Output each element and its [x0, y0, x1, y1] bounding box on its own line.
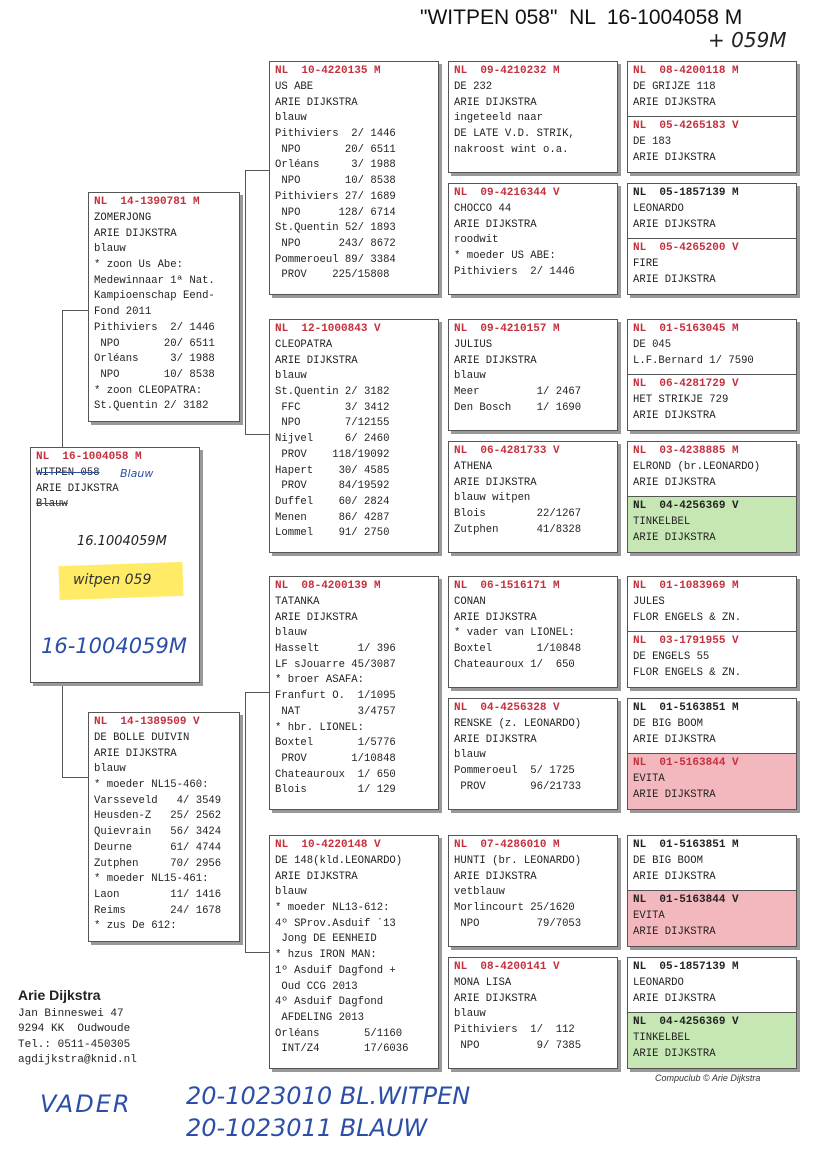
- pedigree-line: ARIE DIJKSTRA: [633, 409, 716, 422]
- entry-lines: [449, 201, 617, 280]
- entry-lines: [628, 716, 796, 748]
- grandsire-ff-card: [269, 61, 439, 295]
- ring-number: NL 05-4265183 V: [633, 120, 739, 132]
- fmm-ring: NL 06-4281733 V: [454, 445, 560, 457]
- granddam-mm-card: [269, 835, 439, 1069]
- subject-breeder: ARIE DIJKSTRA: [36, 482, 119, 495]
- pedigree-line: ARIE DIJKSTRA: [94, 227, 177, 240]
- pedigree-entry: [628, 374, 796, 431]
- ggp-fmm-card: [448, 441, 618, 553]
- father-lines: [89, 210, 239, 415]
- pedigree-line: roodwit: [454, 234, 499, 247]
- mfm-ring: NL 04-4256328 V: [454, 702, 560, 714]
- mf-lines: [270, 594, 438, 799]
- father-card: [88, 192, 240, 422]
- pedigree-line: Reims 24/ 1678: [94, 904, 222, 917]
- pedigree-line: Pithiviers 2/ 1446: [94, 321, 215, 334]
- pedigree-line: NPO 10/ 8538: [275, 175, 396, 188]
- entry-lines: [449, 853, 617, 932]
- gen4-pair-6: [627, 698, 797, 810]
- pedigree-line: AFDELING 2013: [275, 1011, 365, 1024]
- pedigree-line: ARIE DIJKSTRA: [633, 788, 716, 801]
- pedigree-line: DE 232: [454, 81, 493, 93]
- entry-lines: [628, 337, 796, 369]
- mother-card: [88, 712, 240, 942]
- pedigree-line: vetblauw: [454, 886, 505, 899]
- pedigree-line: ingeteeld naar: [454, 112, 544, 125]
- pedigree-line: 1º Asduif Dagfond +: [275, 964, 396, 977]
- pedigree-line: CONAN: [454, 596, 486, 608]
- mff-ring: NL 06-1516171 M: [454, 580, 560, 592]
- pedigree-line: Chateauroux 1/ 650: [454, 658, 575, 671]
- ring-number: NL 01-1083969 M: [633, 580, 739, 592]
- pedigree-line: NPO 20/ 6511: [275, 143, 396, 156]
- pedigree-line: NPO 128/ 6714: [275, 206, 396, 219]
- entry-lines: [628, 853, 796, 885]
- connector-line: [62, 777, 88, 778]
- pedigree-entry: [628, 699, 796, 753]
- pedigree-line: * zoon Us Abe:: [94, 259, 184, 272]
- handwritten-header-note: + 059M: [708, 28, 787, 52]
- entry-lines: [449, 594, 617, 673]
- pedigree-line: FFC 3/ 3412: [275, 401, 390, 414]
- pedigree-line: ARIE DIJKSTRA: [633, 96, 716, 109]
- pedigree-line: * zoon CLEOPATRA:: [94, 384, 203, 397]
- pedigree-line: ARIE DIJKSTRA: [94, 747, 177, 760]
- pedigree-line: ATHENA: [454, 461, 493, 473]
- pedigree-line: blauw: [94, 243, 126, 256]
- pedigree-line: St.Quentin 2/ 3182: [275, 386, 390, 399]
- pedigree-line: ARIE DIJKSTRA: [633, 151, 716, 164]
- pedigree-line: ARIE DIJKSTRA: [633, 870, 716, 883]
- pedigree-line: blauw: [94, 763, 126, 776]
- pedigree-line: US ABE: [275, 81, 314, 93]
- subject-name: WITPEN 058: [36, 467, 100, 479]
- ff-lines: [270, 79, 438, 284]
- pedigree-line: Boxtel 1/5776: [275, 737, 396, 750]
- ggp-fmf-card: [448, 319, 618, 431]
- pedigree-line: NAT 3/4757: [275, 705, 396, 718]
- pedigree-line: blauw: [275, 112, 307, 125]
- pedigree-line: ARIE DIJKSTRA: [633, 992, 716, 1005]
- subject-color: Blauw: [36, 498, 68, 511]
- pedigree-line: DE GRIJZE 118: [633, 81, 716, 93]
- pedigree-line: ARIE DIJKSTRA: [633, 733, 716, 746]
- pedigree-line: * moeder NL15-460:: [94, 779, 209, 792]
- pedigree-line: ARIE DIJKSTRA: [454, 218, 537, 231]
- pedigree-line: ARIE DIJKSTRA: [454, 992, 537, 1005]
- ring-number: NL 01-5163045 M: [633, 323, 739, 335]
- pedigree-line: Menen 86/ 4287: [275, 511, 390, 524]
- pedigree-line: Heusden-Z 25/ 2562: [94, 810, 222, 823]
- subject-card: [30, 447, 200, 683]
- pedigree-entry: [628, 442, 796, 496]
- pedigree-line: ARIE DIJKSTRA: [633, 1047, 716, 1060]
- connector-line: [245, 692, 269, 693]
- entry-lines: [628, 771, 796, 803]
- entry-lines: [628, 392, 796, 424]
- pedigree-line: INT/Z4 17/6036: [275, 1043, 409, 1056]
- owner-address: Jan Binneswei 47: [18, 1007, 124, 1020]
- ring-number: NL 05-1857139 M: [633, 961, 739, 973]
- pedigree-line: PROV 1/10848: [275, 752, 396, 765]
- entry-lines: [628, 256, 796, 288]
- pedigree-entry: [628, 631, 796, 688]
- handwritten-footer-line-2: 20-1023011 BLAUW: [186, 1114, 428, 1142]
- pedigree-line: Chateauroux 1/ 650: [275, 768, 396, 781]
- pedigree-line: Medewinnaar 1ª Nat.: [94, 274, 215, 287]
- pedigree-line: blauw: [454, 749, 486, 762]
- connector-line: [62, 310, 88, 311]
- mm-lines: [270, 853, 438, 1058]
- pedigree-line: nakroost wint o.a.: [454, 143, 569, 156]
- entry-lines: [628, 1030, 796, 1062]
- pedigree-line: ARIE DIJKSTRA: [633, 925, 716, 938]
- pedigree-line: FIRE: [633, 258, 659, 270]
- fm-lines: [270, 337, 438, 542]
- ring-number: NL 04-4256369 V: [633, 1016, 739, 1028]
- pedigree-line: blauw: [275, 886, 307, 899]
- pedigree-line: DE 148(kld.LEONARDO): [275, 855, 403, 867]
- pedigree-line: Hasselt 1/ 396: [275, 643, 396, 656]
- gen4-pair-3: [627, 319, 797, 431]
- pedigree-line: DE 045: [633, 339, 672, 351]
- pedigree-line: Pommeroeul 5/ 1725: [454, 765, 575, 778]
- pedigree-line: Pithiviers 1/ 112: [454, 1024, 575, 1037]
- pedigree-line: 4º Asduif Dagfond: [275, 996, 384, 1009]
- pedigree-line: PROV 225/15808: [275, 269, 390, 282]
- pedigree-line: ARIE DIJKSTRA: [454, 354, 537, 367]
- pedigree-entry: [628, 1012, 796, 1069]
- subject-handwritten-ring-blue: 16-1004059M: [41, 634, 187, 658]
- pedigree-line: MONA LISA: [454, 977, 512, 989]
- mmm-ring: NL 08-4200141 V: [454, 961, 560, 973]
- ring-number: NL 04-4256369 V: [633, 500, 739, 512]
- pedigree-line: blauw: [275, 370, 307, 383]
- pedigree-line: Varsseveld 4/ 3549: [94, 794, 222, 807]
- pedigree-entry: [628, 320, 796, 374]
- pedigree-entry: [628, 116, 796, 173]
- pedigree-line: ELROND (br.LEONARDO): [633, 461, 761, 473]
- pedigree-line: Pithiviers 2/ 1446: [275, 128, 396, 141]
- software-credit: Compuclub © Arie Dijkstra: [655, 1073, 761, 1083]
- connector-line: [245, 952, 269, 953]
- pedigree-line: * broer ASAFA:: [275, 674, 365, 687]
- pedigree-line: TATANKA: [275, 596, 320, 608]
- connector-line: [62, 310, 63, 450]
- grandsire-mf-card: [269, 576, 439, 810]
- gen4-pair-8: [627, 957, 797, 1069]
- pedigree-line: ARIE DIJKSTRA: [454, 870, 537, 883]
- pedigree-line: * hzus IRON MAN:: [275, 949, 377, 962]
- pedigree-line: ARIE DIJKSTRA: [454, 611, 537, 624]
- pedigree-line: * moeder NL15-461:: [94, 873, 209, 886]
- gen4-pair-2: [627, 183, 797, 295]
- mother-lines: [89, 730, 239, 935]
- pedigree-line: DE BIG BOOM: [633, 855, 703, 867]
- gen4-pair-1: [627, 61, 797, 173]
- page-title: "WITPEN 058" NL 16-1004058 M: [420, 6, 743, 29]
- pedigree-line: Meer 1/ 2467: [454, 386, 582, 399]
- pedigree-line: Nijvel 6/ 2460: [275, 433, 390, 446]
- pedigree-line: * hbr. LIONEL:: [275, 721, 365, 734]
- pedigree-line: ARIE DIJKSTRA: [454, 96, 537, 109]
- pedigree-line: St.Quentin 52/ 1893: [275, 222, 396, 235]
- granddam-fm-card: [269, 319, 439, 553]
- entry-lines: [628, 594, 796, 626]
- gen4-pair-4: [627, 441, 797, 553]
- mm-ring: NL 10-4220148 V: [275, 839, 381, 851]
- pedigree-line: DE LATE V.D. STRIK,: [454, 128, 575, 141]
- entry-lines: [449, 975, 617, 1054]
- pedigree-line: ARIE DIJKSTRA: [633, 218, 716, 231]
- pedigree-line: ARIE DIJKSTRA: [633, 531, 716, 544]
- pedigree-line: DE BOLLE DUIVIN: [94, 732, 190, 744]
- subject-handwritten-name: witpen 059: [73, 572, 152, 588]
- owner-email: agdijkstra@knid.nl: [18, 1054, 137, 1066]
- connector-line: [245, 434, 269, 435]
- pedigree-line: EVITA: [633, 910, 665, 922]
- pedigree-line: CHOCCO 44: [454, 203, 512, 215]
- connector-line: [245, 170, 269, 171]
- pedigree-line: NPO 79/7053: [454, 917, 582, 930]
- entry-lines: [628, 459, 796, 491]
- pedigree-line: Jong DE EENHEID: [275, 933, 377, 946]
- pedigree-line: CLEOPATRA: [275, 339, 333, 351]
- owner-contact-block: [18, 988, 137, 1069]
- pedigree-line: PROV 96/21733: [454, 780, 582, 793]
- pedigree-line: Blois 1/ 129: [275, 784, 396, 797]
- pedigree-entry: [628, 238, 796, 295]
- pedigree-line: blauw: [454, 370, 486, 383]
- pedigree-line: LEONARDO: [633, 203, 684, 215]
- pedigree-line: ARIE DIJKSTRA: [275, 354, 358, 367]
- pedigree-line: Den Bosch 1/ 1690: [454, 401, 582, 414]
- pedigree-line: * vader van LIONEL:: [454, 627, 575, 640]
- pedigree-line: ARIE DIJKSTRA: [454, 476, 537, 489]
- pedigree-line: Pithiviers 2/ 1446: [454, 265, 575, 278]
- pedigree-line: TINKELBEL: [633, 516, 691, 528]
- pedigree-line: ARIE DIJKSTRA: [275, 611, 358, 624]
- pedigree-line: Pommeroeul 89/ 3384: [275, 253, 396, 266]
- gen4-pair-7: [627, 835, 797, 947]
- handwritten-footer-line-1: 20-1023010 BL.WITPEN: [186, 1082, 471, 1110]
- pedigree-line: Deurne 61/ 4744: [94, 841, 222, 854]
- pedigree-entry: [628, 62, 796, 116]
- pedigree-line: DE BIG BOOM: [633, 718, 703, 730]
- pedigree-line: RENSKE (z. LEONARDO): [454, 718, 582, 730]
- pedigree-line: NPO 20/ 6511: [94, 337, 215, 350]
- pedigree-line: Franfurt O. 1/1095: [275, 690, 396, 703]
- ggp-ffm-card: [448, 183, 618, 295]
- gen4-pair-5: [627, 576, 797, 688]
- entry-lines: [449, 716, 617, 795]
- ggp-mff-card: [448, 576, 618, 688]
- pedigree-line: Zutphen 41/8328: [454, 523, 582, 536]
- pedigree-line: PROV 84/19592: [275, 480, 390, 493]
- pedigree-line: ARIE DIJKSTRA: [633, 476, 716, 489]
- pedigree-line: Orléans 5/1160: [275, 1027, 403, 1040]
- pedigree-line: PROV 118/19092: [275, 448, 390, 461]
- pedigree-line: EVITA: [633, 773, 665, 785]
- pedigree-line: Fond 2011: [94, 306, 152, 319]
- pedigree-line: NPO 7/12155: [275, 417, 390, 430]
- pedigree-line: St.Quentin 2/ 3182: [94, 400, 209, 413]
- ring-number: NL 08-4200118 M: [633, 65, 739, 77]
- pedigree-line: HET STRIKJE 729: [633, 394, 729, 406]
- pedigree-line: Lommel 91/ 2750: [275, 527, 390, 540]
- pedigree-line: FLOR ENGELS & ZN.: [633, 666, 742, 679]
- handwritten-vader-label: VADER: [40, 1090, 132, 1118]
- pedigree-line: NPO 10/ 8538: [94, 368, 215, 381]
- ring-number: NL 06-4281729 V: [633, 378, 739, 390]
- entry-lines: [628, 649, 796, 681]
- pedigree-entry: [628, 577, 796, 631]
- pedigree-entry: [628, 753, 796, 810]
- ggp-mmm-card: [448, 957, 618, 1069]
- ring-number: NL 03-1791955 V: [633, 635, 739, 647]
- entry-lines: [449, 79, 617, 158]
- pedigree-entry: [628, 958, 796, 1012]
- mmf-ring: NL 07-4286010 M: [454, 839, 560, 851]
- mother-ring: NL 14-1389509 V: [94, 716, 200, 728]
- mf-ring: NL 08-4200139 M: [275, 580, 381, 592]
- ring-number: NL 05-4265200 V: [633, 242, 739, 254]
- pedigree-line: DE ENGELS 55: [633, 651, 710, 663]
- ggp-mfm-card: [448, 698, 618, 810]
- pedigree-line: JULIUS: [454, 339, 493, 351]
- connector-line: [62, 683, 63, 777]
- ring-number: NL 05-1857139 M: [633, 187, 739, 199]
- entry-lines: [628, 908, 796, 940]
- ring-number: NL 01-5163851 M: [633, 702, 739, 714]
- pedigree-line: HUNTI (br. LEONARDO): [454, 855, 582, 867]
- entry-lines: [449, 337, 617, 416]
- pedigree-line: Laon 11/ 1416: [94, 888, 222, 901]
- ring-number: NL 01-5163844 V: [633, 894, 739, 906]
- subject-handwritten-ring: 16.1004059M: [77, 534, 167, 549]
- entry-lines: [449, 459, 617, 538]
- pedigree-line: Morlincourt 25/1620: [454, 902, 575, 915]
- entry-lines: [31, 465, 199, 513]
- entry-lines: [628, 79, 796, 111]
- pedigree-line: FLOR ENGELS & ZN.: [633, 611, 742, 624]
- pedigree-line: blauw: [275, 627, 307, 640]
- pedigree-entry: [628, 184, 796, 238]
- pedigree-line: Quievrain 56/ 3424: [94, 826, 222, 839]
- fff-ring: NL 09-4210232 M: [454, 65, 560, 77]
- pedigree-line: blauw witpen: [454, 492, 531, 505]
- pedigree-line: Pithiviers 27/ 1689: [275, 190, 396, 203]
- owner-city: 9294 KK Oudwoude: [18, 1023, 131, 1035]
- entry-lines: [628, 134, 796, 166]
- pedigree-line: ARIE DIJKSTRA: [275, 870, 358, 883]
- owner-name: Arie Dijkstra: [18, 987, 101, 1003]
- connector-line: [245, 692, 246, 952]
- pedigree-entry: [628, 496, 796, 553]
- pedigree-line: L.F.Bernard 1/ 7590: [633, 354, 754, 367]
- subject-name-overwrite: Blauw: [120, 467, 154, 480]
- pedigree-line: Kampioenschap Eend-: [94, 290, 215, 303]
- father-ring: NL 14-1390781 M: [94, 196, 200, 208]
- pedigree-line: * moeder NL13-612:: [275, 902, 390, 915]
- pedigree-line: NPO 9/ 7385: [454, 1039, 582, 1052]
- ring-number: NL 01-5163844 V: [633, 757, 739, 769]
- ffm-ring: NL 09-4216344 V: [454, 187, 560, 199]
- pedigree-line: ZOMERJONG: [94, 212, 152, 224]
- pedigree-line: LEONARDO: [633, 977, 684, 989]
- ring-number: NL 01-5163851 M: [633, 839, 739, 851]
- pedigree-line: ARIE DIJKSTRA: [454, 733, 537, 746]
- pedigree-line: NPO 243/ 8672: [275, 237, 396, 250]
- pedigree-line: Hapert 30/ 4585: [275, 464, 390, 477]
- entry-lines: [628, 514, 796, 546]
- pedigree-line: Zutphen 70/ 2956: [94, 857, 222, 870]
- connector-line: [245, 170, 246, 434]
- entry-lines: [628, 201, 796, 233]
- fmf-ring: NL 09-4210157 M: [454, 323, 560, 335]
- pedigree-line: TINKELBEL: [633, 1032, 691, 1044]
- pedigree-line: * moeder US ABE:: [454, 250, 556, 263]
- ggp-fff-card: [448, 61, 618, 173]
- subject-ring: NL 16-1004058 M: [36, 451, 142, 463]
- pedigree-line: Oud CCG 2013: [275, 980, 358, 993]
- pedigree-entry: [628, 836, 796, 890]
- pedigree-entry: [628, 890, 796, 947]
- pedigree-line: Duffel 60/ 2824: [275, 495, 390, 508]
- pedigree-line: blauw: [454, 1008, 486, 1021]
- pedigree-line: ARIE DIJKSTRA: [275, 96, 358, 109]
- entry-lines: [628, 975, 796, 1007]
- pedigree-line: * zus De 612:: [94, 920, 177, 933]
- pedigree-line: ARIE DIJKSTRA: [633, 273, 716, 286]
- pedigree-line: LF sJouarre 45/3087: [275, 658, 396, 671]
- pedigree-line: Orléans 3/ 1988: [275, 159, 396, 172]
- pedigree-line: Orléans 3/ 1988: [94, 353, 215, 366]
- pedigree-line: Boxtel 1/10848: [454, 643, 582, 656]
- owner-phone: Tel.: 0511-450305: [18, 1038, 131, 1051]
- pedigree-line: 4º SProv.Asduif ´13: [275, 917, 396, 930]
- pedigree-line: JULES: [633, 596, 665, 608]
- ring-number: NL 03-4238885 M: [633, 445, 739, 457]
- fm-ring: NL 12-1000843 V: [275, 323, 381, 335]
- pedigree-line: Blois 22/1267: [454, 508, 582, 521]
- ff-ring: NL 10-4220135 M: [275, 65, 381, 77]
- pedigree-line: DE 183: [633, 136, 672, 148]
- ggp-mmf-card: [448, 835, 618, 947]
